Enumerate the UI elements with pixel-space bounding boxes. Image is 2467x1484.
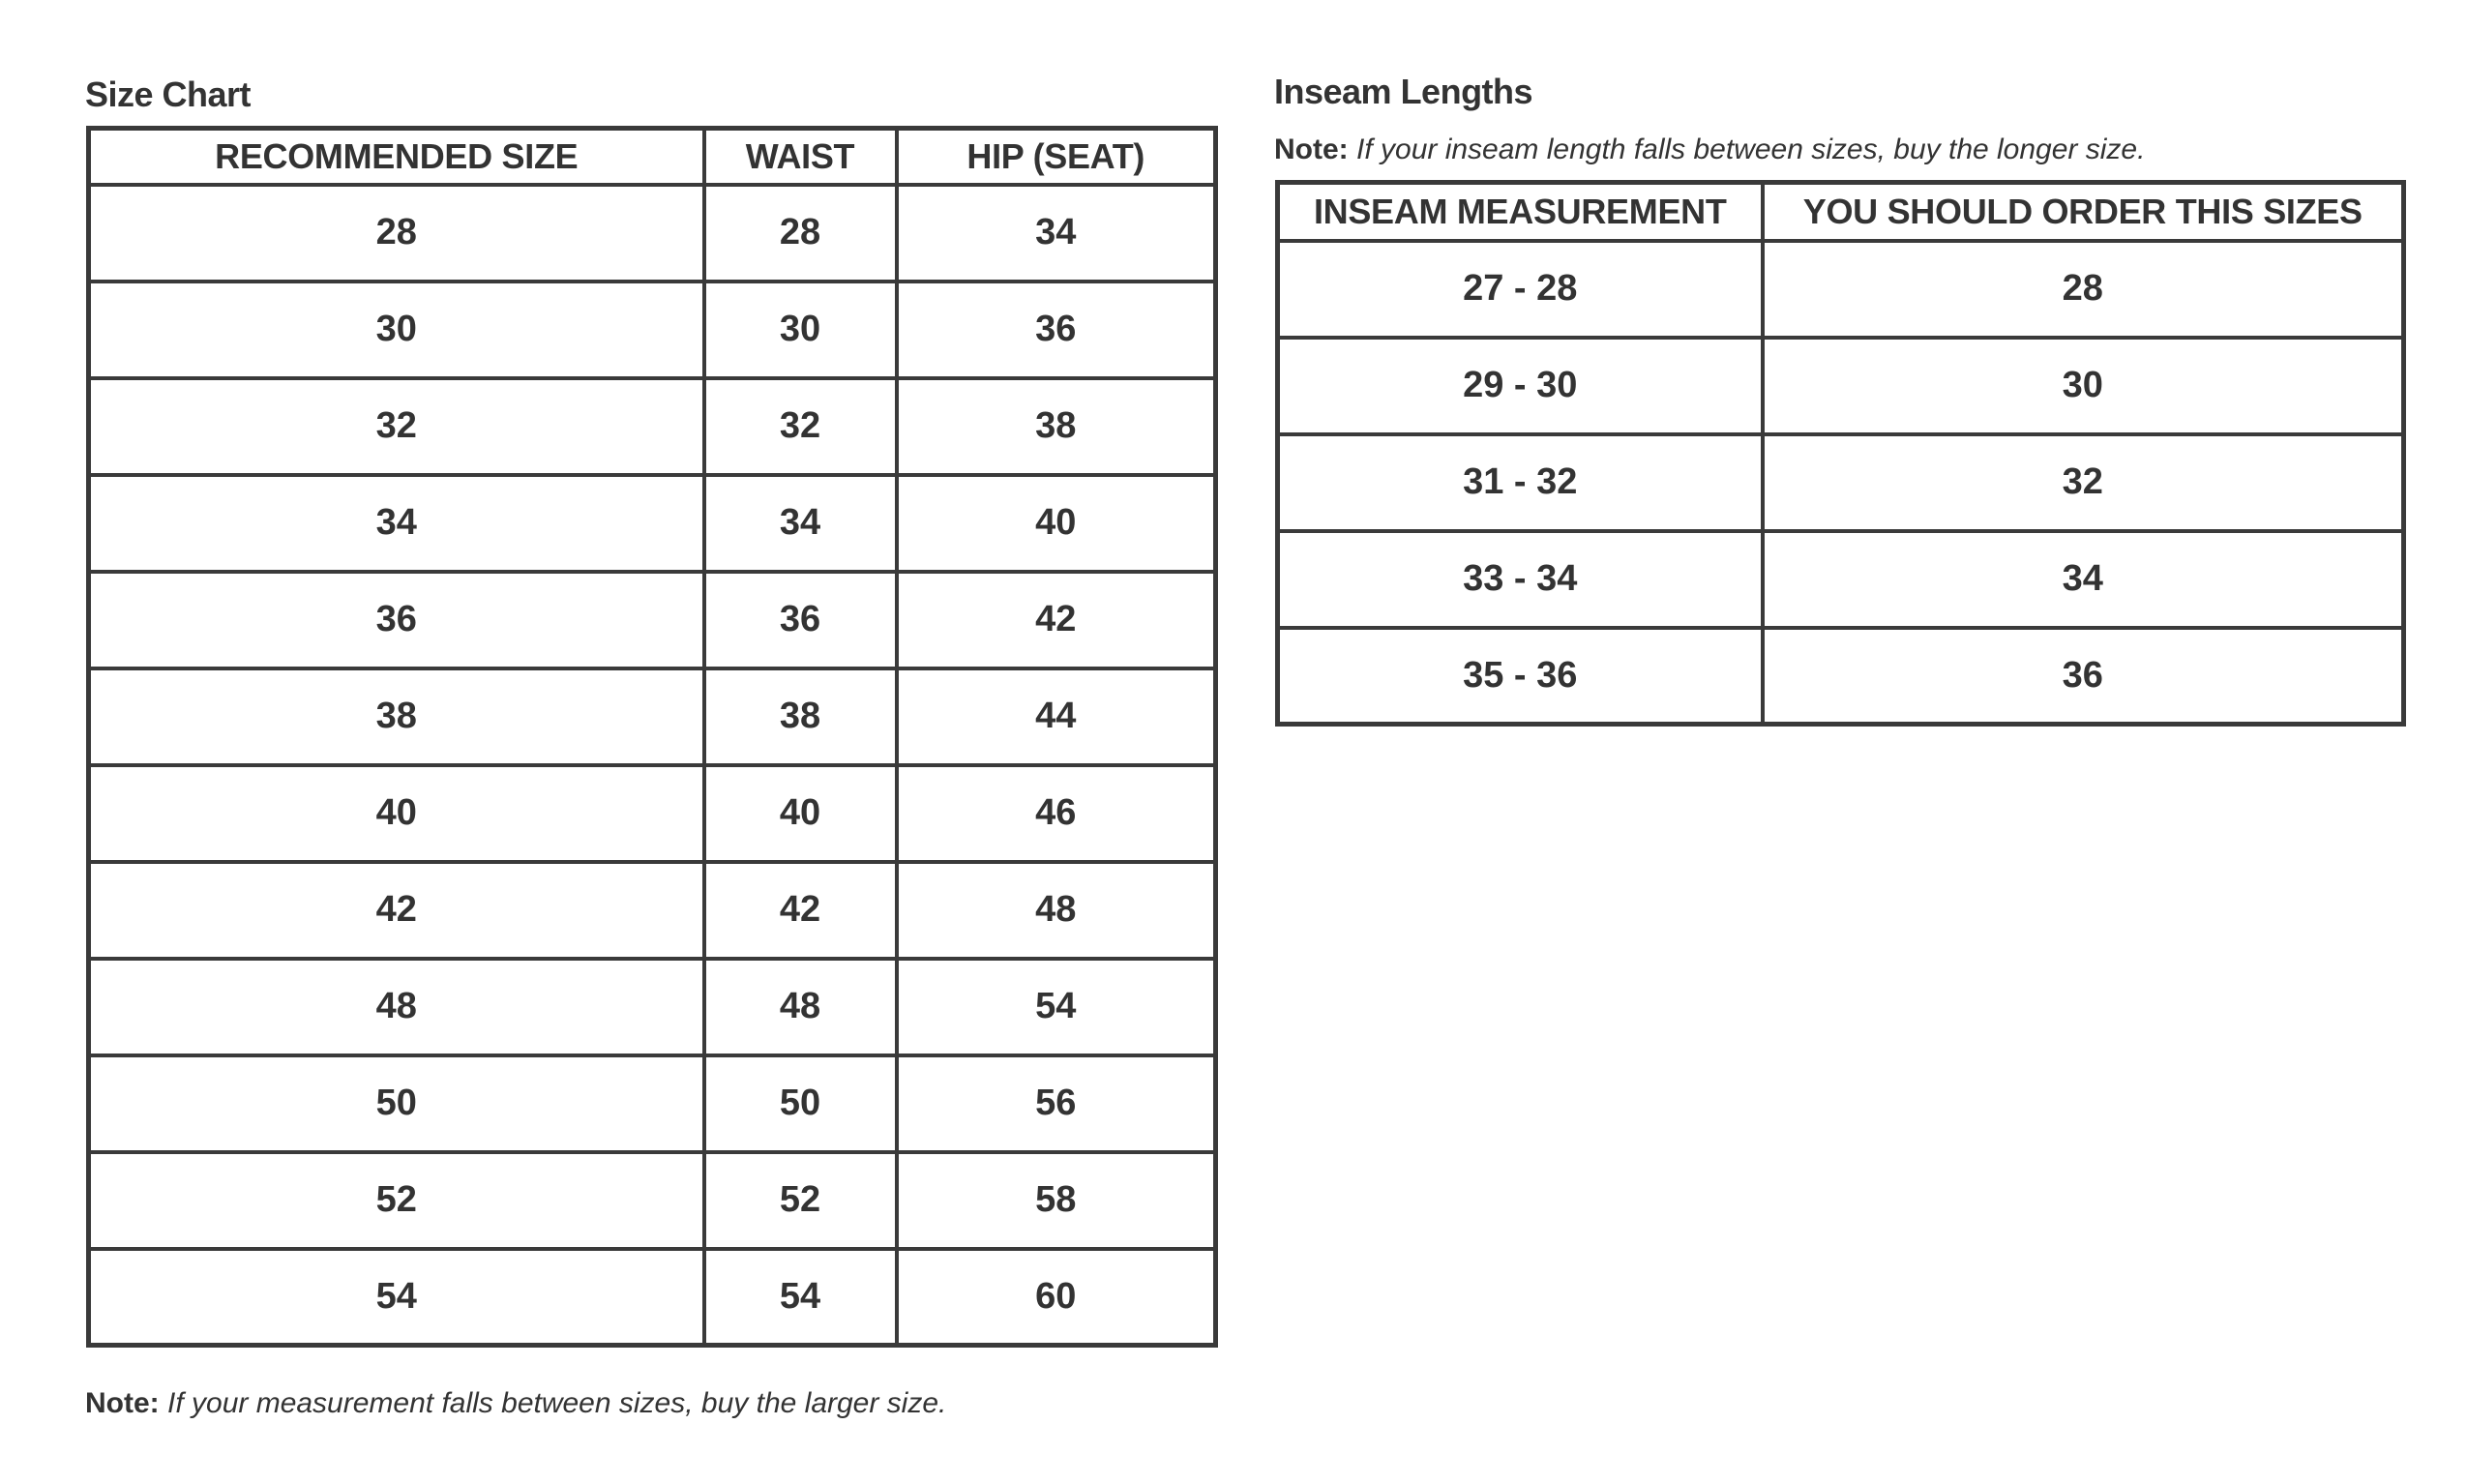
recommended-size-cell: 28	[89, 185, 704, 282]
column-header-waist: WAIST	[704, 129, 897, 185]
table-row	[89, 185, 1216, 282]
waist-cell: 28	[704, 185, 897, 282]
note-text: If your measurement falls between sizes, buy the larger size.	[167, 1387, 947, 1419]
recommended-size-cell: 48	[89, 959, 704, 1055]
table-row	[89, 862, 1216, 959]
hip-seat-cell: 36	[897, 282, 1216, 378]
size-chart-table	[86, 126, 1218, 1348]
recommended-size-cell: 42	[89, 862, 704, 959]
table-row	[1278, 531, 2404, 628]
table-row	[89, 475, 1216, 572]
note-label: Note:	[1274, 134, 1349, 165]
recommended-size-cell: 54	[89, 1249, 704, 1346]
table-row	[89, 1249, 1216, 1346]
table-row	[89, 1152, 1216, 1249]
order-size-cell: 32	[1763, 434, 2404, 531]
waist-cell: 52	[704, 1152, 897, 1249]
order-size-cell: 36	[1763, 628, 2404, 725]
waist-cell: 42	[704, 862, 897, 959]
table-row	[89, 668, 1216, 765]
hip-seat-cell: 60	[897, 1249, 1216, 1346]
recommended-size-cell: 36	[89, 572, 704, 668]
table-row	[89, 572, 1216, 668]
waist-cell: 48	[704, 959, 897, 1055]
recommended-size-cell: 50	[89, 1055, 704, 1152]
hip-seat-cell: 42	[897, 572, 1216, 668]
inseam-note	[1274, 135, 2145, 164]
hip-seat-cell: 46	[897, 765, 1216, 862]
column-header-inseam-measurement: INSEAM MEASUREMENT	[1278, 183, 1763, 241]
size-chart-title: Size Chart	[85, 74, 252, 114]
table-row	[89, 1055, 1216, 1152]
column-header-hip-seat: HIP (SEAT)	[897, 129, 1216, 185]
recommended-size-cell: 32	[89, 378, 704, 475]
recommended-size-cell: 30	[89, 282, 704, 378]
column-header-order-size: YOU SHOULD ORDER THIS SIZES	[1763, 183, 2404, 241]
order-size-cell: 28	[1763, 241, 2404, 338]
waist-cell: 50	[704, 1055, 897, 1152]
inseam-measurement-cell: 29 - 30	[1278, 338, 1763, 434]
table-header-row	[1278, 183, 2404, 241]
waist-cell: 32	[704, 378, 897, 475]
waist-cell: 38	[704, 668, 897, 765]
hip-seat-cell: 38	[897, 378, 1216, 475]
waist-cell: 36	[704, 572, 897, 668]
hip-seat-cell: 56	[897, 1055, 1216, 1152]
table-row	[1278, 338, 2404, 434]
inseam-lengths-table	[1275, 180, 2406, 727]
waist-cell: 40	[704, 765, 897, 862]
hip-seat-cell: 34	[897, 185, 1216, 282]
table-header-row	[89, 129, 1216, 185]
table-row	[89, 959, 1216, 1055]
hip-seat-cell: 54	[897, 959, 1216, 1055]
inseam-measurement-cell: 33 - 34	[1278, 531, 1763, 628]
table-row	[1278, 628, 2404, 725]
order-size-cell: 30	[1763, 338, 2404, 434]
waist-cell: 30	[704, 282, 897, 378]
table-row	[89, 765, 1216, 862]
hip-seat-cell: 48	[897, 862, 1216, 959]
waist-cell: 54	[704, 1249, 897, 1346]
inseam-lengths-title: Inseam Lengths	[1274, 72, 1533, 111]
inseam-measurement-cell: 27 - 28	[1278, 241, 1763, 338]
recommended-size-cell: 52	[89, 1152, 704, 1249]
note-label: Note:	[85, 1387, 160, 1419]
order-size-cell: 34	[1763, 531, 2404, 628]
note-text: If your inseam length falls between sizes, buy the longer size.	[1356, 134, 2146, 165]
size-chart-note	[85, 1389, 946, 1418]
table-row	[1278, 434, 2404, 531]
table-row	[1278, 241, 2404, 338]
hip-seat-cell: 40	[897, 475, 1216, 572]
waist-cell: 34	[704, 475, 897, 572]
table-row	[89, 378, 1216, 475]
inseam-measurement-cell: 31 - 32	[1278, 434, 1763, 531]
table-row	[89, 282, 1216, 378]
recommended-size-cell: 38	[89, 668, 704, 765]
recommended-size-cell: 34	[89, 475, 704, 572]
inseam-measurement-cell: 35 - 36	[1278, 628, 1763, 725]
column-header-recommended-size: RECOMMENDED SIZE	[89, 129, 704, 185]
hip-seat-cell: 44	[897, 668, 1216, 765]
recommended-size-cell: 40	[89, 765, 704, 862]
hip-seat-cell: 58	[897, 1152, 1216, 1249]
